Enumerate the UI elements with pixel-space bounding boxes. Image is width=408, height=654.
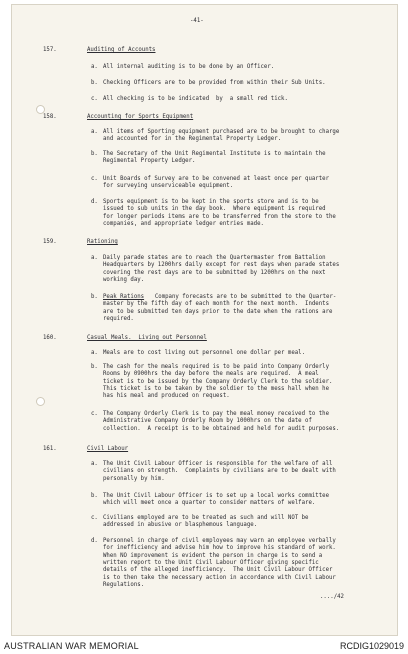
item-text-line: which will meet once a quarter to consider matters of welfare.: [103, 500, 316, 507]
item-letter: c.: [91, 411, 98, 417]
item-letter: b.: [91, 493, 98, 499]
item-text-line: Sports equipment is to be kept in the sports store and is to be: [103, 199, 319, 205]
item-text-line: Administrative Company Orderly Room by 1000hrs on the date of: [103, 418, 312, 425]
punch-hole: [36, 105, 45, 114]
item-text-line: When NO improvement is evident the person in charge is to send a: [103, 552, 323, 559]
punch-hole: [36, 397, 45, 406]
item-text-line: collection. A receipt is to be obtained and held for audit purposes.: [103, 425, 340, 432]
item-letter: b.: [91, 294, 98, 300]
continuation-marker: ..../42: [320, 594, 344, 600]
section-heading: Auditing of Accounts: [87, 47, 156, 53]
section-number: 158.: [43, 114, 57, 120]
item-text-line: Personnel in charge of civil employees may warn an employee verbally: [103, 538, 336, 544]
item-text-line: issued to sub units in the day book. Where equipment is required: [103, 206, 326, 213]
item-text-line: The Secretary of the Unit Regimental Institute is to maintain the: [103, 151, 326, 157]
section-number: 157.: [43, 47, 57, 53]
item-text-line: ticket is to be issued by the Company Orderly Clerk to the soldier.: [103, 378, 333, 385]
item-letter: a.: [91, 255, 98, 261]
item-text-line: are to be submitted ten days prior to the date when the rations are: [103, 308, 333, 315]
item-text-line: addressed in abusive or blasphemous language.: [103, 522, 258, 529]
item-text-line: Regulations.: [103, 581, 145, 588]
item-text-line: Civilians employed are to be treated as such and will NOT be: [103, 515, 309, 521]
item-text-line: Unit Boards of Survey are to be convened at least once per quarter: [103, 176, 329, 182]
archive-name: AUSTRALIAN WAR MEMORIAL: [4, 641, 139, 651]
item-text-line: Meals are to cost living out personnel one dollar per meal.: [103, 350, 306, 356]
section-number: 160.: [43, 335, 57, 341]
item-text-line: All checking is to be indicated by a small red tick.: [103, 96, 288, 102]
item-text-line: This ticket is to be taken by the soldier to the mess hall when he: [103, 385, 329, 392]
page-number: -41-: [190, 18, 204, 24]
item-label: Peak Rations: [103, 294, 145, 300]
item-letter: a.: [91, 350, 98, 356]
item-text-line: details of the alleged inefficiency. The Unit Civil Labour Officer: [103, 567, 333, 574]
item-text-line: working day.: [103, 276, 145, 283]
item-text-line: Company forecasts are to be submitted to the Quarter-: [148, 294, 337, 300]
item-text-line: for longer periods items are to be transferred from the store to the: [103, 213, 336, 220]
item-letter: c.: [91, 96, 98, 102]
item-text-line: for inefficiency and advise him how to improve his standard of work.: [103, 545, 336, 552]
item-letter: a.: [91, 461, 98, 467]
document-page: [11, 4, 398, 636]
item-text-line: The Unit Civil Labour Officer is to set up a local works committee: [103, 493, 329, 499]
archive-footer: [0, 636, 408, 654]
item-text-line: Daily parade states are to reach the Quartermaster from Battalion: [103, 255, 326, 261]
item-text-line: Checking Officers are to be provided from within their Sub Units.: [103, 80, 326, 86]
item-text-line: personally by him.: [103, 475, 165, 482]
item-text-line: The Company Orderly Clerk is to pay the meal money received to the: [103, 411, 329, 417]
item-text-line: Headquarters by 1200hrs daily except for rest days when parade states: [103, 262, 340, 269]
item-text-line: Regimental Property Ledger.: [103, 158, 196, 165]
item-text-line: civilians on strength. Complaints by civilians are to be dealt with: [103, 468, 336, 475]
item-letter: b.: [91, 151, 98, 157]
section-heading: Casual Meals. Living out Personnel: [87, 335, 207, 341]
section-heading: Civil Labour: [87, 446, 129, 452]
item-letter: a.: [91, 64, 98, 70]
section-number: 161.: [43, 446, 57, 452]
section-heading: Accounting for Sports Equipment: [87, 114, 194, 120]
item-text-line: is to then take the necessary action in accordance with Civil Labour: [103, 574, 336, 581]
item-text-line: The Unit Civil Labour Officer is responsible for the welfare of all: [103, 461, 333, 467]
item-text-line: The cash for the meals required is to be paid into Company Orderly: [103, 364, 329, 370]
item-text-line: required.: [103, 315, 134, 322]
item-letter: a.: [91, 129, 98, 135]
item-letter: b.: [91, 80, 98, 86]
item-text-line: Rooms by 0900hrs the day before the meals are required. A meal: [103, 371, 319, 378]
item-text-line: has his meal and produced on request.: [103, 393, 230, 400]
section-heading: Rationing: [87, 239, 118, 245]
item-text-line: written report to the Unit Civil Labour Officer giving specific: [103, 559, 319, 566]
item-letter: d.: [91, 199, 98, 205]
item-text-line: and accounted for in the Regimental Property Ledger.: [103, 136, 282, 143]
archive-reference: RCDIG1029019: [339, 641, 404, 651]
item-text-line: All items of Sporting equipment purchased are to be brought to charge: [103, 129, 340, 135]
item-letter: d.: [91, 538, 98, 544]
item-text-line: All internal auditing is to be done by an Officer.: [103, 64, 275, 70]
item-letter: b.: [91, 364, 98, 370]
item-text-line: covering the rest days are to be submitted by 1200hrs on the next: [103, 269, 326, 276]
item-text-line: for surveying unserviceable equipment.: [103, 183, 234, 190]
item-text-line: companies, and appropriate ledger entries made.: [103, 220, 264, 227]
section-number: 159.: [43, 239, 57, 245]
item-letter: c.: [91, 176, 98, 182]
item-text-line: master by the fifth day of each month for the next month. Indents: [103, 301, 329, 308]
item-letter: c.: [91, 515, 98, 521]
